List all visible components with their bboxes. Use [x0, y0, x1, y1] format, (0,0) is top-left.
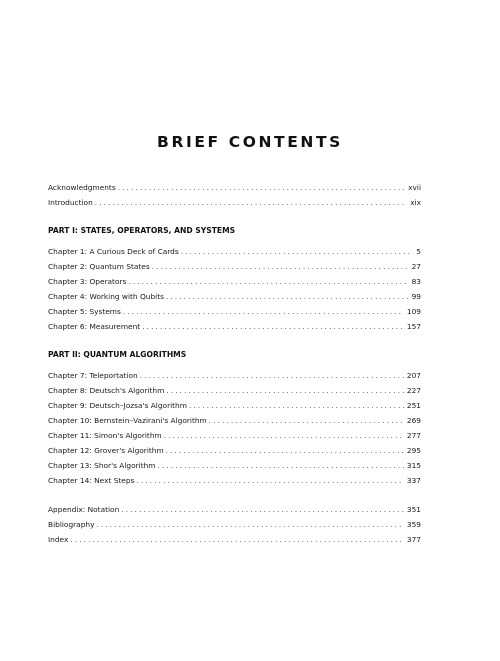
dot-leader	[95, 196, 407, 211]
toc-entry-title: Bibliography	[48, 520, 95, 529]
toc-entry-title: Chapter 13: Shor's Algorithm	[48, 461, 156, 470]
toc-entry[interactable]	[48, 244, 421, 259]
toc-entry-page-number: 269	[406, 416, 421, 425]
toc-entry[interactable]	[48, 413, 421, 428]
toc-entry[interactable]	[48, 517, 421, 532]
toc-entry-page-number: 157	[406, 322, 421, 331]
dot-leader	[209, 414, 404, 429]
toc-entry[interactable]	[48, 443, 421, 458]
toc-entry-page-number: 359	[406, 520, 421, 529]
toc-entry-page-number: 277	[406, 431, 421, 440]
toc-entry[interactable]	[48, 473, 421, 488]
toc-group	[48, 180, 421, 210]
toc-entry[interactable]	[48, 319, 421, 334]
dot-leader	[136, 474, 404, 489]
toc-entry-title: Chapter 14: Next Steps	[48, 476, 135, 485]
toc-entry[interactable]	[48, 180, 421, 195]
toc-entry[interactable]	[48, 304, 421, 319]
toc-entry-title: Chapter 6: Measurement	[48, 322, 141, 331]
dot-leader	[166, 290, 409, 305]
toc-entry-page-number: 315	[406, 461, 421, 470]
dot-leader	[121, 503, 404, 518]
toc-entry[interactable]	[48, 274, 421, 289]
dot-leader	[128, 275, 408, 290]
toc-entry[interactable]	[48, 502, 421, 517]
dot-leader	[166, 384, 404, 399]
toc-entry-title: Chapter 9: Deutsch–Jozsa's Algorithm	[48, 401, 187, 410]
toc-entry-page-number: 109	[406, 307, 421, 316]
toc-entry-title: Chapter 7: Teleportation	[48, 371, 138, 380]
toc-entry-title: Chapter 4: Working with Qubits	[48, 292, 164, 301]
toc-group	[48, 502, 421, 547]
toc-entry-page-number: 377	[406, 535, 421, 544]
page-title: BRIEF CONTENTS	[157, 133, 343, 152]
dot-leader	[181, 245, 414, 260]
toc-entry-page-number: 5	[416, 247, 421, 256]
dot-leader	[158, 459, 404, 474]
toc-entry-title: Acknowledgments	[48, 183, 116, 192]
toc-group	[48, 348, 421, 488]
toc-entry[interactable]	[48, 368, 421, 383]
toc-entry[interactable]	[48, 428, 421, 443]
toc-entry[interactable]	[48, 195, 421, 210]
toc-entry-page-number: 295	[406, 446, 421, 455]
toc-entry-page-number: 351	[406, 505, 421, 514]
toc-entry-title: Chapter 10: Bernstein–Vazirani's Algorithm	[48, 416, 207, 425]
table-of-contents	[48, 180, 421, 547]
dot-leader	[189, 399, 404, 414]
toc-entry-page-number: 207	[406, 371, 421, 380]
toc-entry-title: Introduction	[48, 198, 93, 207]
toc-group	[48, 224, 421, 334]
toc-entry-title: Chapter 2: Quantum States	[48, 262, 150, 271]
toc-entry-title: Index	[48, 535, 69, 544]
toc-entry-page-number: 337	[406, 476, 421, 485]
toc-entry-page-number: 227	[406, 386, 421, 395]
toc-entry-title: Chapter 8: Deutsch's Algorithm	[48, 386, 165, 395]
toc-entry[interactable]	[48, 383, 421, 398]
toc-entry-page-number: 83	[411, 277, 421, 286]
dot-leader	[118, 181, 405, 196]
toc-entry-title: Chapter 1: A Curious Deck of Cards	[48, 247, 179, 256]
toc-entry-title: Chapter 12: Grover's Algorithm	[48, 446, 164, 455]
dot-leader	[166, 444, 404, 459]
toc-entry-page-number: 99	[411, 292, 421, 301]
part-heading: PART II: QUANTUM ALGORITHMS	[48, 350, 187, 359]
toc-entry-page-number: xvii	[408, 183, 421, 192]
toc-entry[interactable]	[48, 532, 421, 547]
toc-entry[interactable]	[48, 398, 421, 413]
dot-leader	[96, 518, 403, 533]
toc-entry-title: Chapter 11: Simon's Algorithm	[48, 431, 162, 440]
toc-entry-title: Chapter 3: Operators	[48, 277, 127, 286]
dot-leader	[164, 429, 404, 444]
part-heading: PART I: STATES, OPERATORS, AND SYSTEMS	[48, 226, 236, 235]
dot-leader	[123, 305, 404, 320]
toc-entry-title: Appendix: Notation	[48, 505, 120, 514]
toc-entry-page-number: 251	[406, 401, 421, 410]
toc-entry-page-number: 27	[411, 262, 421, 271]
toc-entry[interactable]	[48, 289, 421, 304]
dot-leader	[70, 533, 404, 548]
dot-leader	[142, 320, 404, 335]
dot-leader	[152, 260, 409, 275]
toc-entry[interactable]	[48, 458, 421, 473]
toc-entry-title: Chapter 5: Systems	[48, 307, 121, 316]
toc-entry-page-number: xix	[410, 198, 421, 207]
toc-entry[interactable]	[48, 259, 421, 274]
dot-leader	[140, 369, 404, 384]
